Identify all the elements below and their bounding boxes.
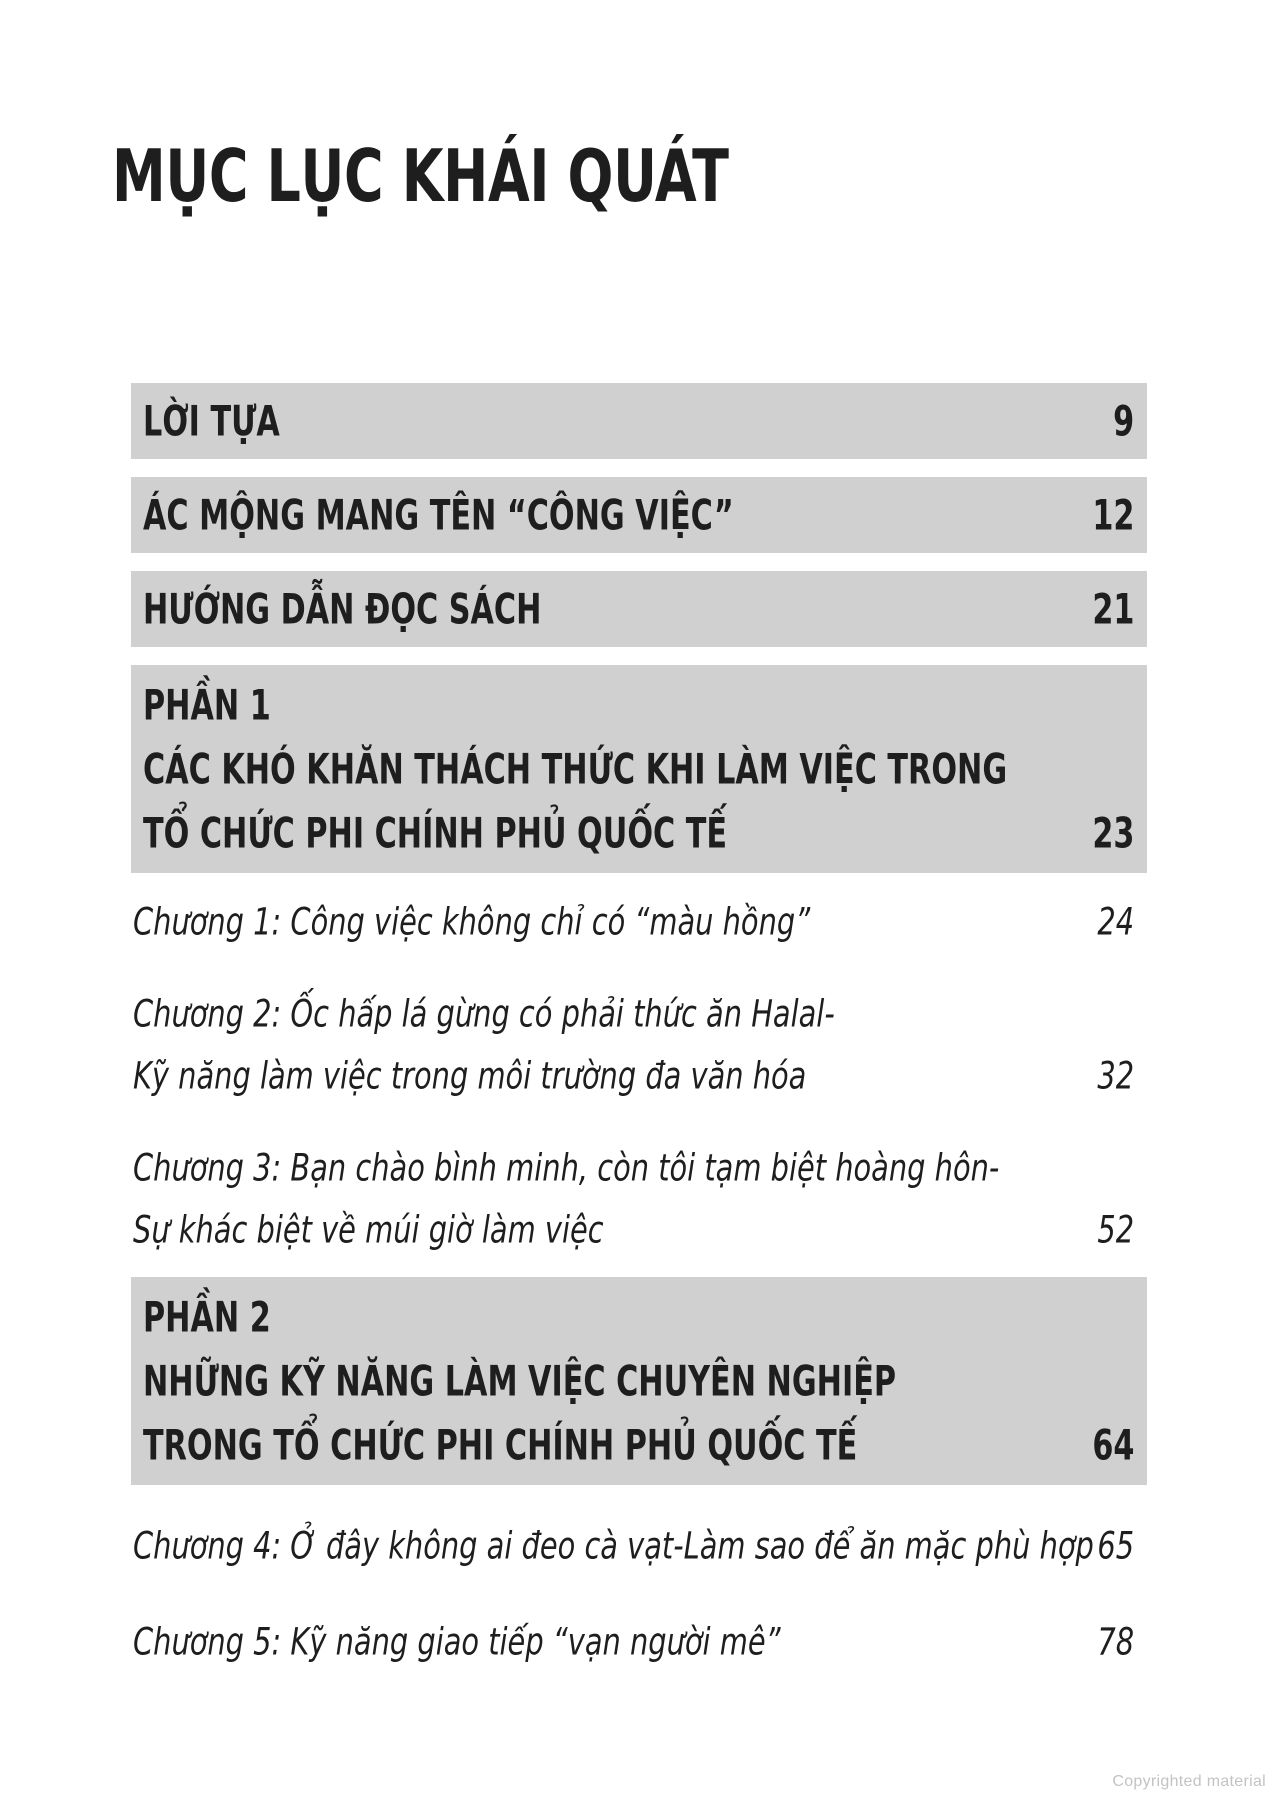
part-line xyxy=(131,1349,1147,1413)
chapter-line xyxy=(131,891,1147,953)
toc-entry-page-number: 64 xyxy=(1091,1420,1134,1470)
chapter-line xyxy=(131,983,1147,1045)
toc-entry-label: LỜI TỰA xyxy=(143,396,280,446)
chapter-line xyxy=(131,1199,1147,1261)
part-line xyxy=(131,801,1147,865)
chapter-title: Chương 5: Kỹ năng giao tiếp “vạn người mê” xyxy=(133,1620,781,1664)
page-title xyxy=(112,134,934,218)
part-title-line: CÁC KHÓ KHĂN THÁCH THỨC KHI LÀM VIỆC TRONG xyxy=(143,744,1008,794)
toc-entry-page-number: 21 xyxy=(1091,584,1134,634)
copyright-watermark: Copyrighted material xyxy=(1112,1773,1266,1790)
table-of-contents xyxy=(131,383,1147,1673)
part-title-line: TRONG TỔ CHỨC PHI CHÍNH PHỦ QUỐC TẾ xyxy=(143,1420,858,1470)
chapter-title: Chương 1: Công việc không chỉ có “màu hồng” xyxy=(133,900,811,944)
part-line xyxy=(131,673,1147,737)
chapter-title: Chương 2: Ốc hấp lá gừng có phải thức ăn Halal- xyxy=(133,992,835,1036)
part-title-line: TỔ CHỨC PHI CHÍNH PHỦ QUỐC TẾ xyxy=(143,808,728,858)
toc-entry-chapter-4 xyxy=(131,1515,1147,1577)
part-title-line: NHỮNG KỸ NĂNG LÀM VIỆC CHUYÊN NGHIỆP xyxy=(143,1356,897,1406)
part-line xyxy=(131,1413,1147,1477)
chapter-line xyxy=(131,1515,1147,1577)
toc-entry-chapter-1 xyxy=(131,891,1147,953)
chapter-subtitle: Sự khác biệt về múi giờ làm việc xyxy=(133,1208,604,1252)
part-line xyxy=(131,1285,1147,1349)
toc-entry-chapter-3 xyxy=(131,1137,1147,1261)
toc-entry-page-number: 24 xyxy=(1097,900,1134,944)
part-number-label: PHẦN 2 xyxy=(143,1292,271,1342)
toc-entry-page-number: 65 xyxy=(1097,1524,1134,1568)
chapter-subtitle: Kỹ năng làm việc trong môi trường đa văn hóa xyxy=(133,1054,807,1098)
chapter-line xyxy=(131,1045,1147,1107)
part-line xyxy=(131,737,1147,801)
toc-entry-page-number: 32 xyxy=(1097,1054,1134,1098)
chapter-line xyxy=(131,1611,1147,1673)
toc-entry-page-number: 52 xyxy=(1097,1208,1134,1252)
chapter-title: Chương 4: Ở đây không ai đeo cà vạt-Làm sao để ăn mặc phù hợp xyxy=(133,1524,1094,1568)
toc-entry-page-number: 12 xyxy=(1091,490,1134,540)
toc-entry-preface xyxy=(131,383,1147,459)
toc-entry-chapter-5 xyxy=(131,1611,1147,1673)
toc-entry-reading-guide xyxy=(131,571,1147,647)
part-number-label: PHẦN 1 xyxy=(143,680,271,730)
page-title-text: MỤC LỤC KHÁI QUÁT xyxy=(112,134,729,218)
toc-entry-part-1 xyxy=(131,665,1147,873)
toc-entry-page-number: 9 xyxy=(1112,396,1134,446)
toc-entry-nightmare-called-work xyxy=(131,477,1147,553)
toc-entry-label: HƯỚNG DẪN ĐỌC SÁCH xyxy=(143,584,542,634)
toc-entry-page-number: 78 xyxy=(1097,1620,1134,1664)
toc-entry-page-number: 23 xyxy=(1091,808,1134,858)
chapter-title: Chương 3: Bạn chào bình minh, còn tôi tạm biệt hoàng hôn- xyxy=(133,1146,1000,1190)
chapter-line xyxy=(131,1137,1147,1199)
toc-entry-label: ÁC MỘNG MANG TÊN “CÔNG VIỆC” xyxy=(143,490,734,540)
toc-entry-chapter-2 xyxy=(131,983,1147,1107)
toc-entry-part-2 xyxy=(131,1277,1147,1485)
